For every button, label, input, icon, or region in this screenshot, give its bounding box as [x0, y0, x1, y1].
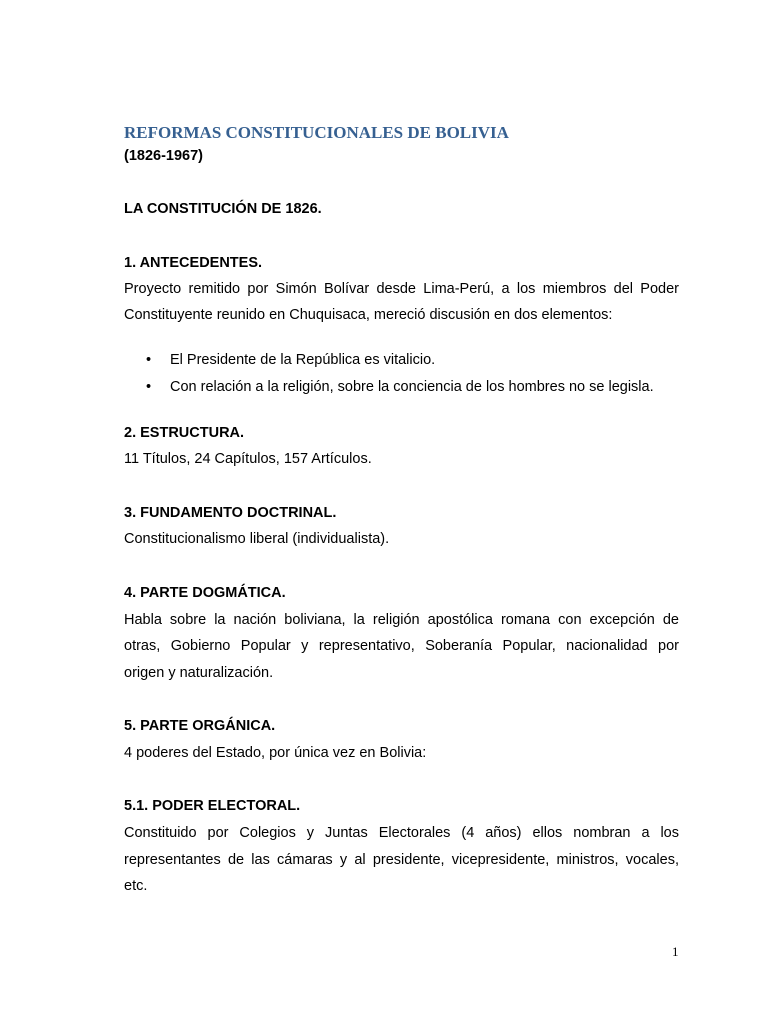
bullet-item-1: El Presidente de la República es vitalicio. — [170, 352, 436, 368]
fundamento-line-1: Constitucionalismo liberal (individualista). — [124, 531, 390, 547]
antecedentes-line-1: Proyecto remitido por Simón Bolívar desde Lima-Perú, a los miembros del Poder — [124, 281, 679, 297]
page-number: 1 — [672, 944, 679, 959]
antecedentes-line-2: Constituyente reunido en Chuquisaca, mereció discusión en dos elementos: — [124, 307, 613, 323]
heading-antecedentes: 1. ANTECEDENTES. — [124, 255, 263, 271]
dogmatica-line-3: origen y naturalización. — [124, 665, 274, 681]
dogmatica-line-2: otras, Gobierno Popular y representativo, Soberanía Popular, nacionalidad por — [124, 638, 679, 654]
estructura-line-1: 11 Títulos, 24 Capítulos, 157 Artículos. — [124, 451, 372, 467]
bullet-item-2: Con relación a la religión, sobre la conciencia de los hombres no se legisla. — [170, 379, 654, 395]
heading-organica: 5. PARTE ORGÁNICA. — [124, 718, 276, 734]
poder-electoral-line-1: Constituido por Colegios y Juntas Electorales (4 años) ellos nombran a los — [124, 825, 679, 841]
heading-poder-electoral: 5.1. PODER ELECTORAL. — [124, 798, 301, 814]
organica-line-1: 4 poderes del Estado, por única vez en Bolivia: — [124, 745, 427, 761]
heading-fundamento: 3. FUNDAMENTO DOCTRINAL. — [124, 505, 337, 521]
heading-dogmatica: 4. PARTE DOGMÁTICA. — [124, 585, 286, 601]
document-years: (1826-1967) — [124, 148, 203, 164]
section-title: LA CONSTITUCIÓN DE 1826. — [124, 201, 322, 217]
bullet-marker: • — [146, 379, 152, 395]
poder-electoral-line-2: representantes de las cámaras y al presidente, vicepresidente, ministros, vocales, — [124, 852, 679, 868]
dogmatica-line-1: Habla sobre la nación boliviana, la religión apostólica romana con excepción de — [124, 612, 679, 628]
poder-electoral-line-3: etc. — [124, 878, 148, 894]
heading-estructura: 2. ESTRUCTURA. — [124, 425, 245, 441]
bullet-marker: • — [146, 352, 152, 368]
document-title: REFORMAS CONSTITUCIONALES DE BOLIVIA — [124, 123, 509, 142]
